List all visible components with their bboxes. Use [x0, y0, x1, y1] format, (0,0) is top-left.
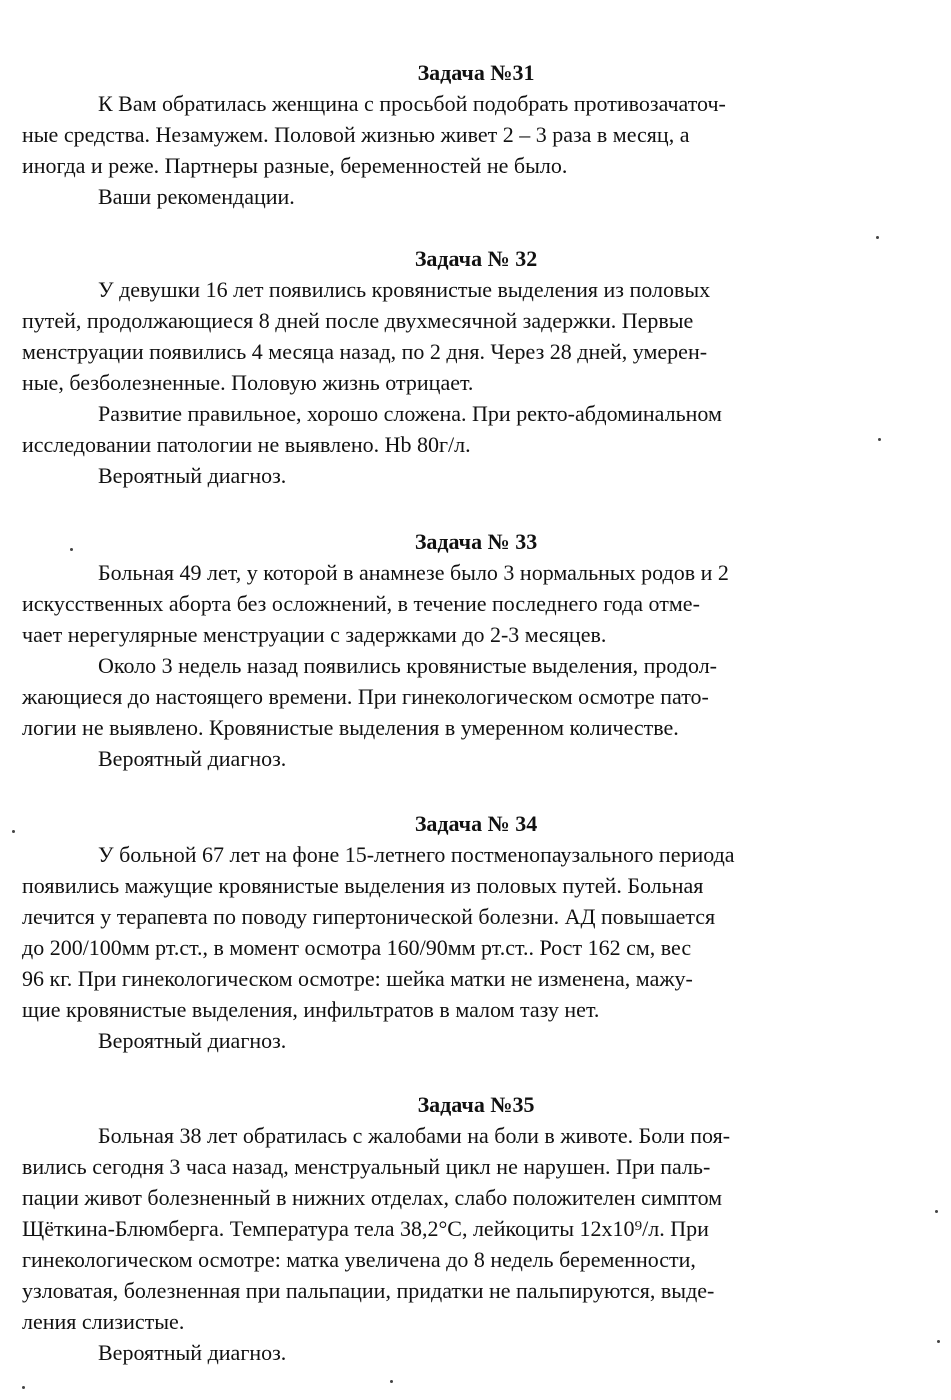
task-body	[22, 557, 890, 743]
task-line: ления слизистые.	[22, 1309, 185, 1334]
task-33	[22, 527, 890, 774]
task-32	[22, 244, 890, 491]
task-line: путей, продолжающиеся 8 дней после двухмесячной задержки. Первые	[22, 308, 694, 333]
task-line: иногда и реже. Партнеры разные, беременностей не было.	[22, 153, 568, 178]
scan-speck	[878, 438, 881, 441]
task-line: Развитие правильное, хорошо сложена. При ректо-абдоминальном	[98, 401, 722, 426]
task-line: до 200/100мм рт.ст., в момент осмотра 160/90мм рт.ст.. Рост 162 см, вес	[22, 935, 692, 960]
task-line: чает нерегулярные менструации с задержками до 2-3 месяцев.	[22, 622, 607, 647]
task-line: вились сегодня 3 часа назад, менструальный цикл не нарушен. При паль-	[22, 1154, 711, 1179]
task-title: Задача № 34	[414, 811, 538, 836]
task-body	[22, 274, 890, 460]
task-line: 96 кг. При гинекологическом осмотре: шейка матки не изменена, мажу-	[22, 966, 693, 991]
task-title: Задача №31	[417, 60, 535, 85]
task-question: Вероятный диагноз.	[98, 746, 287, 771]
task-title: Задача № 33	[414, 529, 538, 554]
task-line: Больная 49 лет, у которой в анамнезе было 3 нормальных родов и 2	[98, 560, 729, 585]
scan-speck	[876, 236, 879, 239]
task-34	[22, 809, 890, 1056]
scan-speck	[70, 548, 73, 551]
task-line: узловатая, болезненная при пальпации, придатки не пальпируются, выде-	[22, 1278, 715, 1303]
task-line: жающиеся до настоящего времени. При гинекологическом осмотре пато-	[22, 684, 709, 709]
task-line: гинекологическом осмотре: матка увеличена до 8 недель беременности,	[22, 1247, 696, 1272]
task-question: Вероятный диагноз.	[98, 463, 287, 488]
task-line: искусственных аборта без осложнений, в течение последнего года отме-	[22, 591, 700, 616]
task-line: ные, безболезненные. Половую жизнь отрицает.	[22, 370, 474, 395]
task-line: Щёткина-Блюмберга. Температура тела 38,2°С, лейкоциты 12х10⁹/л. При	[22, 1216, 709, 1241]
scan-speck	[22, 1386, 25, 1389]
task-question: Вероятный диагноз.	[98, 1028, 287, 1053]
task-line: логии не выявлено. Кровянистые выделения в умеренном количестве.	[22, 715, 679, 740]
task-title: Задача №35	[417, 1092, 535, 1117]
task-question: Вероятный диагноз.	[98, 1340, 287, 1365]
task-line: Больная 38 лет обратилась с жалобами на боли в животе. Боли поя-	[98, 1123, 731, 1148]
task-body	[22, 839, 890, 1025]
task-line: лечится у терапевта по поводу гипертонической болезни. АД повышается	[22, 904, 716, 929]
task-title: Задача № 32	[414, 246, 538, 271]
task-line: исследовании патологии не выявлено. Hb 80г/л.	[22, 432, 471, 457]
scan-speck	[12, 830, 15, 833]
task-line: Около 3 недель назад появились кровянистые выделения, продол-	[98, 653, 717, 678]
task-31	[22, 58, 890, 212]
task-body	[22, 88, 890, 181]
task-body	[22, 1120, 890, 1337]
task-line: менструации появились 4 месяца назад, по 2 дня. Через 28 дней, умерен-	[22, 339, 708, 364]
task-question: Ваши рекомендации.	[98, 184, 295, 209]
scan-speck	[390, 1380, 393, 1383]
task-line: У девушки 16 лет появились кровянистые выделения из половых	[98, 277, 711, 302]
task-line: ные средства. Незамужем. Половой жизнью живет 2 – 3 раза в месяц, а	[22, 122, 690, 147]
task-line: К Вам обратилась женщина с просьбой подобрать противозачаточ-	[98, 91, 726, 116]
task-line: появились мажущие кровянистые выделения из половых путей. Больная	[22, 873, 704, 898]
scan-speck	[937, 1340, 940, 1343]
task-35	[22, 1090, 890, 1368]
task-line: пации живот болезненный в нижних отделах, слабо положителен симптом	[22, 1185, 723, 1210]
scan-speck	[935, 1210, 938, 1213]
task-line: щие кровянистые выделения, инфильтратов в малом тазу нет.	[22, 997, 600, 1022]
task-line: У больной 67 лет на фоне 15-летнего постменопаузального периода	[98, 842, 735, 867]
